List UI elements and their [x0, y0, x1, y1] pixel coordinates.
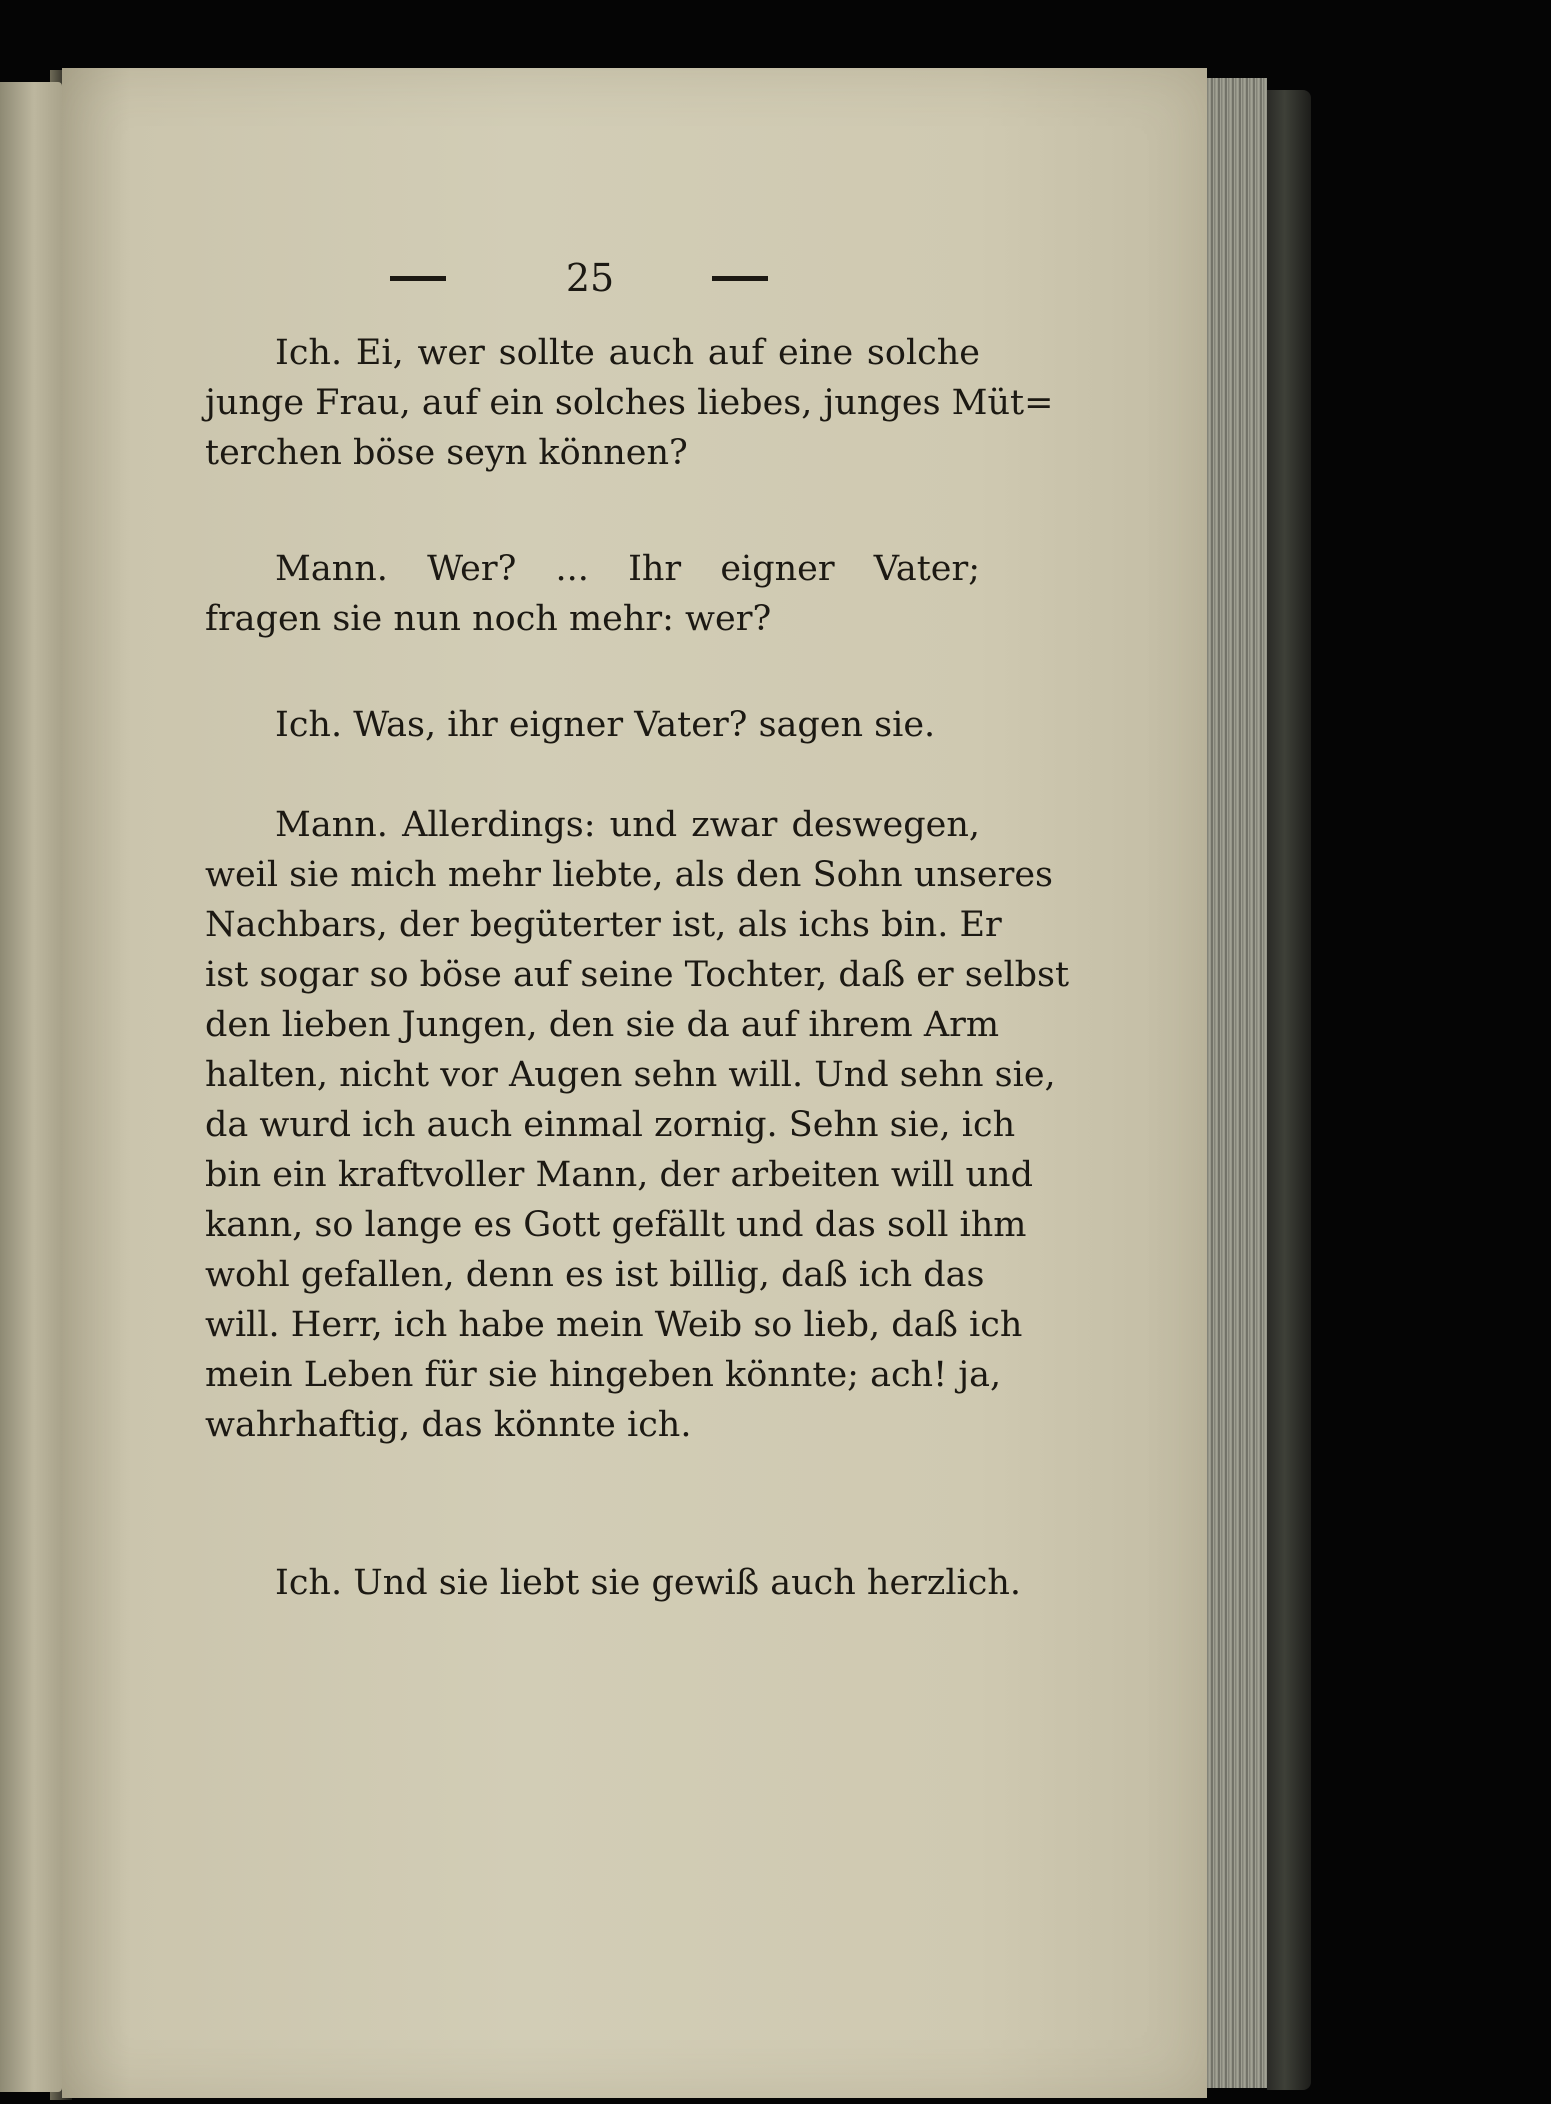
book-cover-board — [1267, 90, 1311, 2090]
text-line: Mann. Allerdings: und zwar deswegen, — [275, 805, 980, 845]
text-line: bin ein kraftvoller Mann, der arbeiten will und — [205, 1155, 1033, 1195]
paragraph-5 — [205, 1558, 1022, 1608]
text-line: terchen böse seyn können? — [205, 433, 688, 473]
text-line: da wurd ich auch einmal zornig. Sehn sie, ich — [205, 1105, 1016, 1145]
text-line: Ich. Ei, wer sollte auch auf eine solche — [275, 333, 980, 373]
page-number: 25 — [565, 256, 615, 300]
text-line: den lieben Jungen, den sie da auf ihrem Arm — [205, 1005, 1000, 1045]
paragraph-1 — [205, 328, 1054, 478]
text-line: weil sie mich mehr liebte, als den Sohn unseres — [205, 855, 1054, 895]
paragraph-2 — [205, 544, 980, 644]
text-line: Ich. Was, ihr eigner Vater? sagen sie. — [275, 705, 936, 745]
text-line: Nachbars, der begüterter ist, als ichs bin. Er — [205, 905, 1002, 945]
text-line: Ich. Und sie liebt sie gewiß auch herzlich. — [275, 1563, 1022, 1603]
text-line: will. Herr, ich habe mein Weib so lieb, daß ich — [205, 1305, 1023, 1345]
text-line: mein Leben für sie hingeben könnte; ach! ja, — [205, 1355, 1002, 1395]
page-edges — [1207, 78, 1267, 2088]
text-line: junge Frau, auf ein solches liebes, junges Müt= — [205, 383, 1054, 423]
paragraph-4 — [205, 800, 1070, 1450]
previous-page-edge — [0, 82, 62, 2092]
text-line: kann, so lange es Gott gefällt und das soll ihm — [205, 1205, 1027, 1245]
header-dash-left — [390, 276, 446, 281]
text-line: wahrhaftig, das könnte ich. — [205, 1405, 692, 1445]
header-dash-right — [712, 276, 768, 281]
text-line: ist sogar so böse auf seine Tochter, daß er selbst — [205, 955, 1070, 995]
text-line: Mann. Wer? ... Ihr eigner Vater; — [275, 549, 980, 589]
text-line: wohl gefallen, denn es ist billig, daß ich das — [205, 1255, 985, 1295]
text-line: halten, nicht vor Augen sehn will. Und sehn sie, — [205, 1055, 1056, 1095]
page-header — [390, 256, 770, 300]
paragraph-3 — [205, 700, 980, 750]
text-line: fragen sie nun noch mehr: wer? — [205, 599, 772, 639]
